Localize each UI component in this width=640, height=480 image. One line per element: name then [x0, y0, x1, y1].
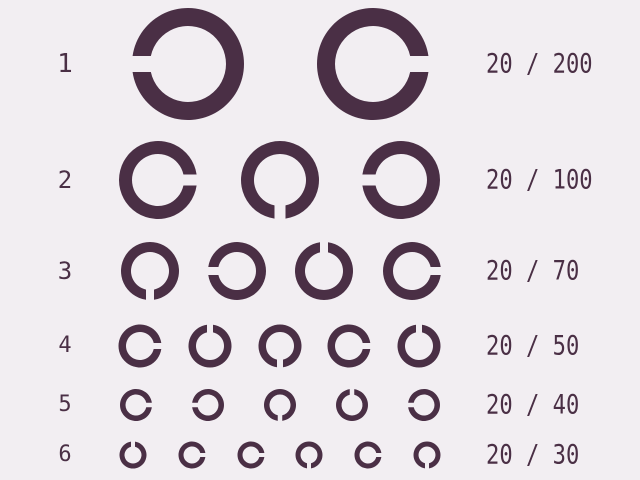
landolt-ring-r3-c1-gap-bottom: [121, 242, 179, 300]
landolt-ring-r4-c3-gap-bottom: [259, 325, 302, 368]
landolt-ring-r2-c1-gap-right: [119, 141, 197, 219]
landolt-ring-r4-c1-gap-right: [119, 325, 162, 368]
landolt-ring-r6-c1-gap-top: [119, 442, 146, 469]
row-number-5: 5: [58, 392, 72, 417]
landolt-ring-r3-c4-gap-right: [383, 242, 441, 300]
landolt-ring-r5-c2-gap-left: [192, 389, 224, 421]
acuity-label-2: 20 / 100: [486, 164, 593, 196]
row-number-2: 2: [57, 166, 73, 194]
landolt-ring-r3-c3-gap-top: [295, 242, 353, 300]
landolt-ring-r5-c4-gap-top: [336, 389, 368, 421]
landolt-ring-r6-c2-gap-right: [179, 441, 206, 468]
landolt-ring-r4-c5-gap-top: [398, 325, 441, 368]
landolt-ring-r6-c4-gap-bottom: [295, 442, 322, 469]
landolt-ring-r4-c4-gap-right: [327, 325, 370, 368]
landolt-ring-r5-c5-gap-left: [408, 389, 440, 421]
acuity-label-4: 20 / 50: [486, 330, 580, 362]
acuity-label-5: 20 / 40: [486, 389, 580, 421]
acuity-label-6: 20 / 30: [486, 439, 580, 471]
acuity-label-1: 20 / 200: [486, 48, 593, 80]
landolt-ring-r2-c2-gap-bottom: [241, 141, 319, 219]
landolt-ring-r2-c3-gap-left: [362, 141, 440, 219]
landolt-ring-r5-c3-gap-bottom: [264, 389, 296, 421]
landolt-ring-r4-c2-gap-top: [189, 325, 232, 368]
landolt-ring-r3-c2-gap-left: [208, 242, 266, 300]
landolt-ring-r6-c3-gap-right: [237, 442, 264, 469]
landolt-ring-r1-c1-gap-left: [133, 8, 244, 120]
acuity-label-3: 20 / 70: [486, 255, 580, 287]
row-number-1: 1: [57, 49, 73, 79]
landolt-ring-r6-c6-gap-bottom: [413, 441, 440, 468]
landolt-ring-r5-c1-gap-right: [120, 389, 152, 421]
landolt-ring-r1-c2-gap-right: [317, 8, 428, 120]
row-number-4: 4: [58, 333, 72, 358]
row-number-6: 6: [58, 442, 72, 467]
row-number-3: 3: [57, 257, 73, 285]
landolt-ring-r6-c5-gap-right: [355, 442, 382, 469]
